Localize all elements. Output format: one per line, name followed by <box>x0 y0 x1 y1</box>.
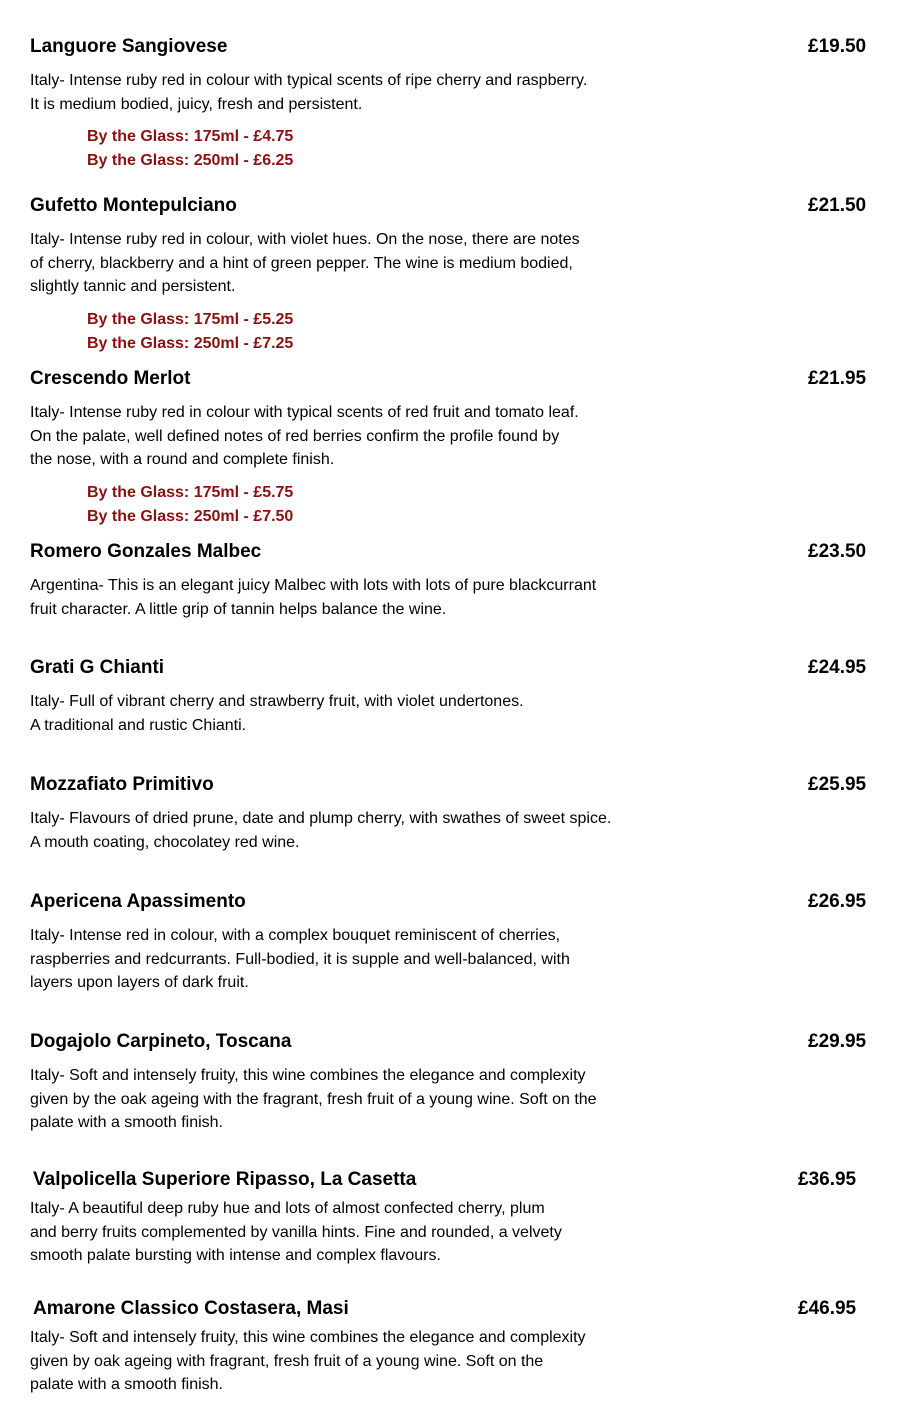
glass-price-175: By the Glass: 175ml - £5.25 <box>87 311 294 328</box>
wine-description <box>30 807 710 854</box>
description-line: layers upon layers of dark fruit. <box>30 974 249 991</box>
description-line: A traditional and rustic Chianti. <box>30 716 247 734</box>
wine-description <box>30 1197 710 1268</box>
wine-name: Apericena Apassimento <box>30 891 246 912</box>
wine-description <box>30 924 710 995</box>
glass-price-250: By the Glass: 250ml - £6.25 <box>87 151 294 169</box>
description-line: Italy- Soft and intensely fruity, this wine combines the elegance and complexity <box>30 1329 586 1346</box>
glass-price-175: By the Glass: 175ml - £4.75 <box>87 128 294 145</box>
wine-name: Mozzafiato Primitivo <box>30 774 214 795</box>
description-line: Italy- Flavours of dried prune, date and plump cherry, with swathes of sweet spice. <box>30 810 612 827</box>
wine-price: £19.50 <box>808 36 867 57</box>
wine-name: Amarone Classico Costasera, Masi <box>33 1298 349 1319</box>
wine-price: £24.95 <box>808 657 867 678</box>
wine-name: Gufetto Montepulciano <box>30 195 237 216</box>
description-line: Italy- A beautiful deep ruby hue and lots of almost confected cherry, plum <box>30 1200 545 1217</box>
wine-price: £21.95 <box>808 368 867 389</box>
description-line: It is medium bodied, juicy, fresh and persistent. <box>30 95 363 113</box>
description-line: Italy- Full of vibrant cherry and strawberry fruit, with violet undertones. <box>30 693 524 710</box>
description-line: Italy- Intense red in colour, with a complex bouquet reminiscent of cherries, <box>30 927 561 944</box>
description-line: palate with a smooth finish. <box>30 1114 223 1131</box>
description-line: raspberries and redcurrants. Full-bodied, it is supple and well-balanced, with <box>30 950 570 968</box>
description-line: given by oak ageing with fragrant, fresh fruit of a young wine. Soft on the <box>30 1352 544 1370</box>
description-line: Italy- Intense ruby red in colour with typical scents of red fruit and tomato leaf. <box>30 404 579 421</box>
wine-name: Crescendo Merlot <box>30 368 191 389</box>
glass-price-250: By the Glass: 250ml - £7.25 <box>87 334 294 352</box>
description-line: and berry fruits complemented by vanilla hints. Fine and rounded, a velvety <box>30 1223 562 1241</box>
wine-description <box>30 690 710 737</box>
description-line: fruit character. A little grip of tannin helps balance the wine. <box>30 600 447 618</box>
description-line: Argentina- This is an elegant juicy Malbec with lots with lots of pure blackcurrant <box>30 577 597 594</box>
description-line: A mouth coating, chocolatey red wine. <box>30 833 300 851</box>
glass-prices <box>87 481 293 528</box>
wine-price: £21.50 <box>808 195 867 216</box>
wine-name: Valpolicella Superiore Ripasso, La Casetta <box>33 1169 417 1190</box>
wine-price: £29.95 <box>808 1031 867 1052</box>
glass-prices <box>87 125 293 172</box>
wine-description <box>30 1326 710 1397</box>
wine-price: £26.95 <box>808 891 867 912</box>
wine-price: £46.95 <box>798 1298 857 1319</box>
wine-description <box>30 1064 710 1135</box>
description-line: Italy- Soft and intensely fruity, this wine combines the elegance and complexity <box>30 1067 586 1084</box>
wine-description <box>30 228 710 299</box>
description-line: of cherry, blackberry and a hint of green pepper. The wine is medium bodied, <box>30 254 573 272</box>
glass-price-250: By the Glass: 250ml - £7.50 <box>87 507 294 525</box>
wine-name: Romero Gonzales Malbec <box>30 541 262 562</box>
wine-name: Languore Sangiovese <box>30 36 228 57</box>
wine-price: £25.95 <box>808 774 867 795</box>
description-line: smooth palate bursting with intense and complex flavours. <box>30 1247 441 1264</box>
glass-prices <box>87 308 293 355</box>
wine-price: £23.50 <box>808 541 867 562</box>
description-line: Italy- Intense ruby red in colour with typical scents of ripe cherry and raspberry. <box>30 72 588 89</box>
description-line: palate with a smooth finish. <box>30 1376 223 1393</box>
wine-name: Dogajolo Carpineto, Toscana <box>30 1031 292 1052</box>
wine-name: Grati G Chianti <box>30 657 165 678</box>
description-line: Italy- Intense ruby red in colour, with violet hues. On the nose, there are notes <box>30 231 580 248</box>
glass-price-175: By the Glass: 175ml - £5.75 <box>87 484 294 501</box>
wine-description <box>30 574 710 621</box>
description-line: given by the oak ageing with the fragrant, fresh fruit of a young wine. Soft on the <box>30 1090 597 1108</box>
wine-description <box>30 401 710 472</box>
description-line: slightly tannic and persistent. <box>30 278 236 295</box>
wine-description <box>30 69 710 116</box>
description-line: the nose, with a round and complete finish. <box>30 451 335 468</box>
wine-price: £36.95 <box>798 1169 857 1190</box>
description-line: On the palate, well defined notes of red berries confirm the profile found by <box>30 427 560 445</box>
